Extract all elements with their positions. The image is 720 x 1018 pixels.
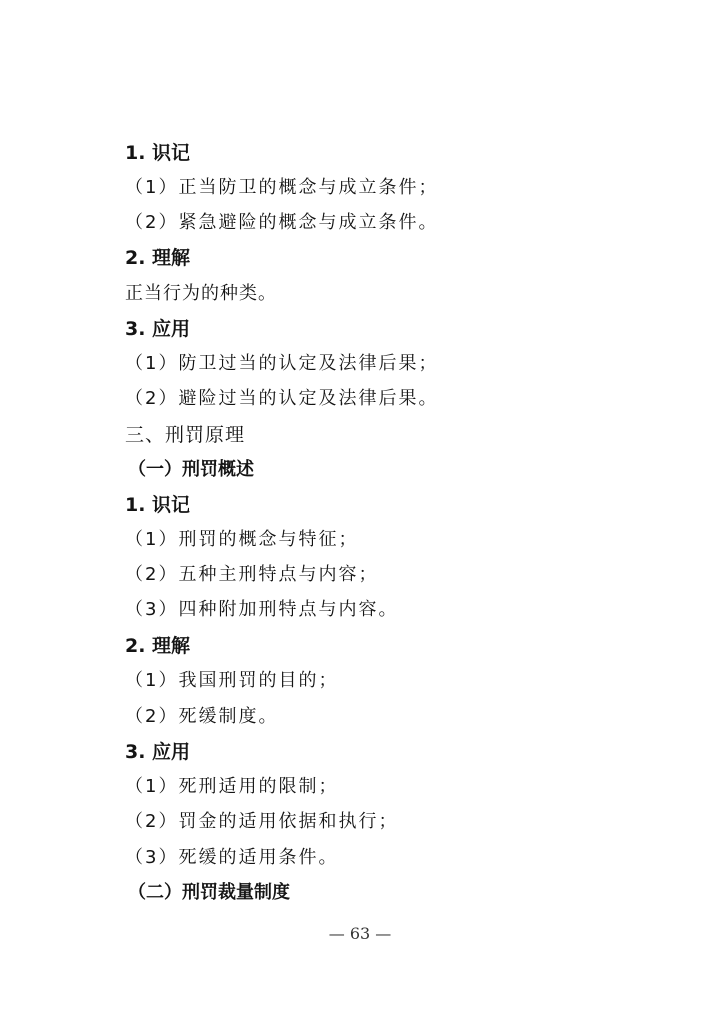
list-item: （2）紧急避险的概念与成立条件。 [125,212,439,233]
list-item: （1）正当防卫的概念与成立条件； [125,177,439,198]
list-item: （2）罚金的适用依据和执行； [125,811,399,832]
list-item: （2）死缓制度。 [125,706,279,727]
heading-apply: 3. 应用 [125,318,191,340]
list-item: （1）刑罚的概念与特征； [125,529,359,550]
heading-understand: 2. 理解 [125,247,191,269]
subsection-heading: （二）刑罚裁量制度 [128,882,290,903]
heading-understand: 2. 理解 [125,635,191,657]
list-item: （2）避险过当的认定及法律后果。 [125,388,439,409]
list-item: （3）死缓的适用条件。 [125,847,339,868]
section-heading: 三、刑罚原理 [125,424,246,446]
heading-apply: 3. 应用 [125,741,191,763]
heading-memorize: 1. 识记 [125,494,191,516]
list-item: （1）防卫过当的认定及法律后果； [125,353,439,374]
list-item: （3）四种附加刑特点与内容。 [125,599,399,620]
heading-memorize: 1. 识记 [125,142,191,164]
list-item: （1）死刑适用的限制； [125,776,339,797]
page-number: — 63 — [328,924,392,943]
list-item: （2）五种主刑特点与内容； [125,564,379,585]
paragraph-text: 正当行为的种类。 [125,283,277,304]
subsection-heading: （一）刑罚概述 [128,459,254,480]
list-item: （1）我国刑罚的目的； [125,670,339,691]
